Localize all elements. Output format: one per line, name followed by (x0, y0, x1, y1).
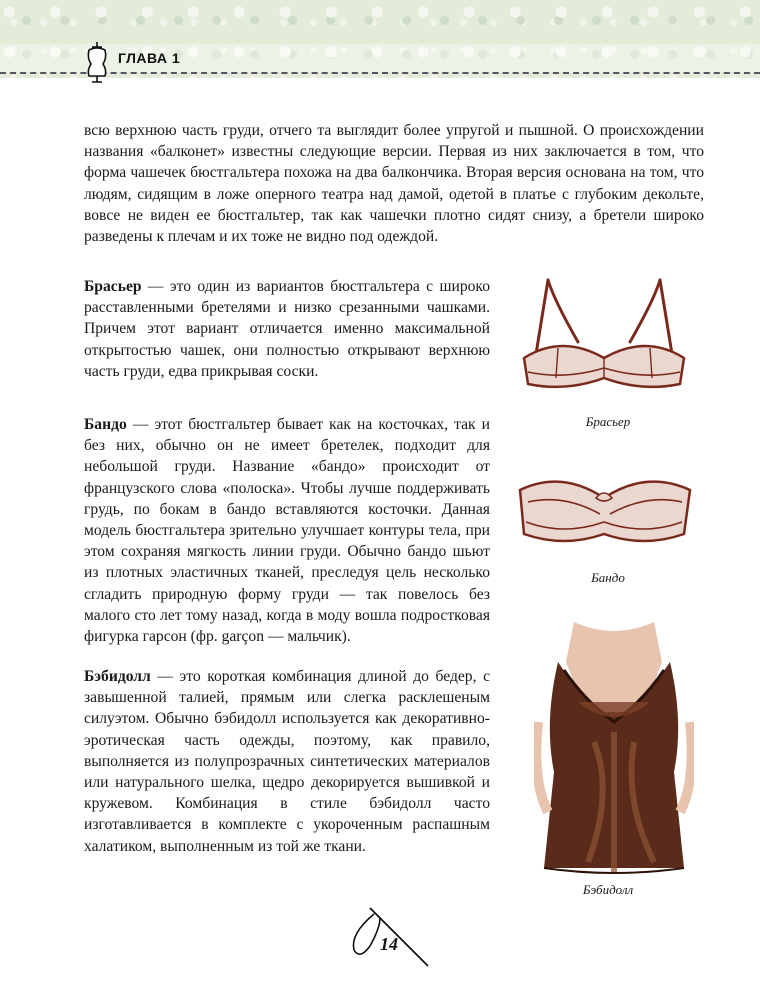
paragraph-balconette: всю верхнюю часть груди, отчего та выглядит более упругой и пышной. О происхождении названия «балконет» известны следующие версии. Первая из них заключается в том, что форма чашечек бюстгальтера похожа на два балкончика. Вторая версия основана на том, что людям, сидящим в ложе оперного театра над дамой, одетой в платье с глубоким декольте, вовсе не виден ее бюстгальтер, так как чашечки плотно сидят снизу, а бретели широко разведены к плечам и их тоже не видно под одеждой. (84, 122, 704, 246)
chapter-title: ГЛАВА 1 (118, 50, 181, 66)
caption-brassiere: Брасьер (585, 414, 631, 429)
term-babydoll: Бэбидолл (84, 668, 151, 685)
bandeau-illustration (510, 474, 700, 554)
caption-babydoll: Бэбидолл (582, 882, 634, 897)
header-dashed-line (0, 72, 760, 74)
text-babydoll: — это короткая комбинация длиной до бедер, с завышенной талией, прямым или слегка расклешеным силуэтом. Обычно бэбидолл используется как декоративно-эротическая часть одежды, поэтому, как правило, выполняется из полупрозрачных синтетических материалов или натурального шелка, щедро декорируется вышивкой и кружевом. Комбинация в стиле бэбидолл часто изготавливается в комплекте с укороченным распашным халатиком, выполненным из той же ткани. (84, 668, 490, 855)
babydoll-illustration (534, 622, 694, 874)
text-bandeau: — этот бюстгальтер бывает как на косточках, так и без них, обычно он не имеет бретелек, подходит для небольшой груди. Название «бандо» происходит от французского слова «полоска». Чтобы лучше поддерживать грудь, по бокам в бандо вставляются косточки. Данная модель бюстгальтера зрительно улучшает контуры тела, при этом сохраняя мягкость линии груди. Обычно бандо шьют из плотных эластичных тканей, преследуя цель несколько сгладить природную форму груди — так повелось без малого сто лет тому назад, когда в моду вошла подростковая фигурка гарсон (фр. garçon — мальчик). (84, 416, 490, 646)
paragraph-babydoll (84, 666, 490, 857)
term-bandeau: Бандо (84, 416, 127, 433)
brassiere-illustration (514, 272, 694, 402)
caption-bandeau: Бандо (591, 570, 625, 585)
paragraph-bandeau (84, 414, 490, 647)
paragraph-brassiere (84, 276, 490, 382)
header-band (0, 44, 760, 72)
mannequin-icon (82, 40, 112, 84)
text-brassiere: — это один из вариантов бюстгальтера с широко расставленными бретелями и низко срезанными чашками. Причем этот вариант отличается именно максимальной открытостью чашек, они полностью открывают верхнюю часть груди, едва прикрывая соски. (84, 278, 490, 380)
page-number: 14 (380, 934, 398, 954)
page-header (0, 0, 760, 78)
term-brassiere: Брасьер (84, 278, 142, 295)
